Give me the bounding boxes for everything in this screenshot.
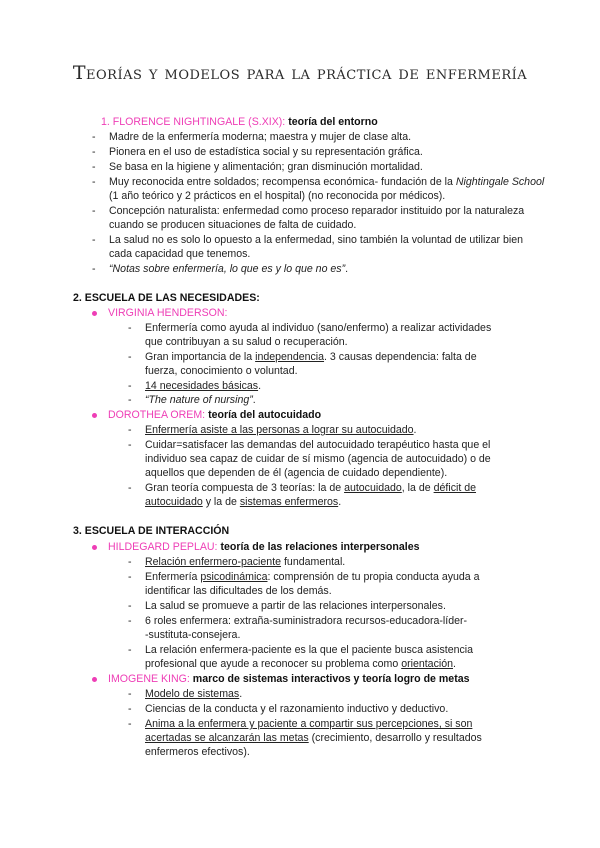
list-item-continuation: aquellos que dependen de él (agencia de cuidado dependiente). — [145, 467, 448, 479]
bullet-dot — [92, 311, 97, 316]
dash-marker: - — [128, 644, 132, 656]
list-item: La salud no es solo lo opuesto a la enfermedad, sino también la voluntad de utilizar bien — [109, 234, 524, 246]
underlined-term: Enfermería asiste a las personas a lograr su autocuidado — [145, 424, 414, 436]
list-item-continuation: cuando se producen situaciones de falta de cuidado. — [109, 219, 357, 231]
punctuation: . — [239, 688, 243, 700]
list-item-text: fundamental. — [283, 556, 346, 568]
list-item-text: Gran importancia de la — [145, 351, 253, 363]
list-item — [145, 687, 242, 701]
underlined-term: autocuidado — [145, 496, 203, 508]
underlined-term: déficit de — [433, 482, 477, 494]
list-item-continuation: -sustituta-consejera. — [145, 629, 241, 641]
list-item: Enfermería como ayuda al individuo (sano/enfermo) a realizar actividades — [145, 322, 492, 334]
list-item — [109, 262, 348, 276]
underlined-term: psicodinámica — [200, 571, 268, 583]
dash-marker: - — [128, 394, 132, 406]
dash-marker: - — [128, 439, 132, 451]
underlined-term: Relación enfermero-paciente — [145, 556, 282, 568]
underlined-term: independencia — [255, 351, 325, 363]
list-item-continuation: enfermeros efectivos). — [145, 746, 250, 758]
punctuation: . — [258, 380, 262, 392]
dash-marker: - — [128, 322, 132, 334]
section-2-heading: 2. ESCUELA DE LAS NECESIDADES: — [73, 292, 260, 304]
underlined-term: orientación — [401, 658, 454, 670]
list-item: Madre de la enfermería moderna; maestra y mujer de clase alta. — [109, 131, 412, 143]
list-item-text: (crecimiento, desarrollo y resultados — [311, 732, 482, 744]
dash-marker: - — [128, 718, 132, 730]
book-title: “Notas sobre enfermería, lo que es y lo que no es” — [109, 263, 346, 275]
dash-marker: - — [128, 615, 132, 627]
list-item — [145, 350, 477, 364]
list-item-text: Enfermería — [145, 571, 198, 583]
punctuation: . — [338, 496, 342, 508]
list-item-continuation: individuo sea capaz de cuidar de sí mismo (agencia de autocuidado) o de — [145, 453, 491, 465]
list-item-continuation: fuerza, conocimiento o voluntad. — [145, 365, 298, 377]
dash-marker: - — [128, 571, 132, 583]
bullet-dot — [92, 413, 97, 418]
list-item-continuation — [145, 731, 482, 745]
author-name: IMOGENE KING: — [108, 673, 190, 685]
section-1-theory: teoría del entorno — [288, 116, 378, 128]
author-name: DOROTHEA OREM: — [108, 409, 206, 421]
book-title: “The nature of nursing” — [145, 394, 253, 406]
dash-marker: - — [92, 131, 96, 143]
list-item: La salud se promueve a partir de las relaciones interpersonales. — [145, 600, 446, 612]
punctuation: . — [413, 424, 417, 436]
bullet-dot — [92, 677, 97, 682]
punctuation: . — [453, 658, 456, 670]
underlined-term: autocuidado — [344, 482, 402, 494]
list-item: Cuidar=satisfacer las demandas del autocuidado terapéutico hasta que el — [145, 439, 491, 451]
dash-marker: - — [92, 205, 96, 217]
list-item-continuation: cada capacidad que tenemos. — [109, 248, 251, 260]
list-item-text: Gran teoría compuesta de 3 teorías: la de — [145, 482, 342, 494]
punctuation: . — [252, 394, 256, 406]
bullet-dot — [92, 545, 97, 550]
theory-name: teoría del autocuidado — [208, 409, 322, 421]
list-item — [109, 175, 544, 189]
list-item-text: Muy reconocida entre soldados; recompensa económica- fundación de la — [109, 176, 453, 188]
author-heading — [108, 540, 419, 554]
list-item-continuation: (1 año teórico y 2 prácticos en el hospital) (no reconocida por médicos). — [109, 190, 446, 202]
list-item-text: . 3 causas dependencia: falta de — [324, 351, 477, 363]
author-heading — [108, 672, 470, 686]
dash-marker: - — [92, 176, 96, 188]
list-item: Pionera en el uso de estadística social y su representación gráfica. — [109, 146, 423, 158]
list-item-text: profesional que ayude a reconocer su problema como — [145, 658, 399, 670]
list-item-continuation: que contribuyan a su salud o recuperación. — [145, 336, 348, 348]
list-item-text: y la de — [205, 496, 237, 508]
underlined-term: acertadas se alcanzarán las metas — [145, 732, 309, 744]
theory-name: marco de sistemas interactivos y teoría logro de metas — [192, 673, 470, 685]
section-1-heading — [101, 115, 378, 129]
dash-marker: - — [92, 263, 96, 275]
list-item — [145, 555, 345, 569]
list-item: Se basa en la higiene y alimentación; gran disminución mortalidad. — [109, 161, 423, 173]
section-3-heading: 3. ESCUELA DE INTERACCIÓN — [73, 525, 230, 537]
list-item — [145, 717, 472, 731]
list-item: Concepción naturalista: enfermedad como proceso reparador instituido por la naturaleza — [109, 205, 525, 217]
list-item-continuation — [145, 657, 456, 671]
list-item — [145, 481, 476, 495]
underlined-term: Anima a la enfermera y paciente a compartir sus percepciones, si son — [145, 718, 473, 730]
underlined-term: 14 necesidades básicas — [145, 380, 259, 392]
author-name: VIRGINIA HENDERSON: — [108, 307, 228, 319]
theory-name: teoría de las relaciones interpersonales — [220, 541, 420, 553]
list-item — [145, 393, 256, 407]
section-1-label: 1. FLORENCE NIGHTINGALE (S.XIX): — [101, 116, 286, 128]
list-item — [145, 379, 261, 393]
list-item-text: , la de — [401, 482, 431, 494]
underlined-term: sistemas enfermeros — [239, 496, 339, 508]
dash-marker: - — [128, 424, 132, 436]
dash-marker: - — [128, 351, 132, 363]
punctuation: . — [345, 263, 349, 275]
list-item-text: : comprensión de tu propia conducta ayuda a — [267, 571, 480, 583]
dash-marker: - — [128, 482, 132, 494]
list-item: La relación enfermera-paciente es la que el paciente busca asistencia — [145, 644, 474, 656]
list-item: 6 roles enfermera: extraña-suministradora recursos-educadora-líder- — [145, 615, 468, 627]
list-item — [145, 570, 480, 584]
dash-marker: - — [128, 688, 132, 700]
dash-marker: - — [128, 556, 132, 568]
list-item: Ciencias de la conducta y el razonamiento inductivo y deductivo. — [145, 703, 449, 715]
dash-marker: - — [92, 234, 96, 246]
dash-marker: - — [92, 161, 96, 173]
page-title: Teorías y modelos para la práctica de enfermería — [72, 62, 528, 84]
underlined-term: Modelo de sistemas — [145, 688, 240, 700]
author-heading — [108, 408, 321, 422]
list-item-italic: Nightingale School — [455, 176, 545, 188]
dash-marker: - — [128, 600, 132, 612]
author-name: HILDEGARD PEPLAU: — [108, 541, 218, 553]
list-item-continuation — [145, 495, 341, 509]
dash-marker: - — [128, 703, 132, 715]
list-item-continuation: identificar las dificultades de los demás. — [145, 585, 332, 597]
list-item — [145, 423, 416, 437]
dash-marker: - — [92, 146, 96, 158]
dash-marker: - — [128, 380, 132, 392]
